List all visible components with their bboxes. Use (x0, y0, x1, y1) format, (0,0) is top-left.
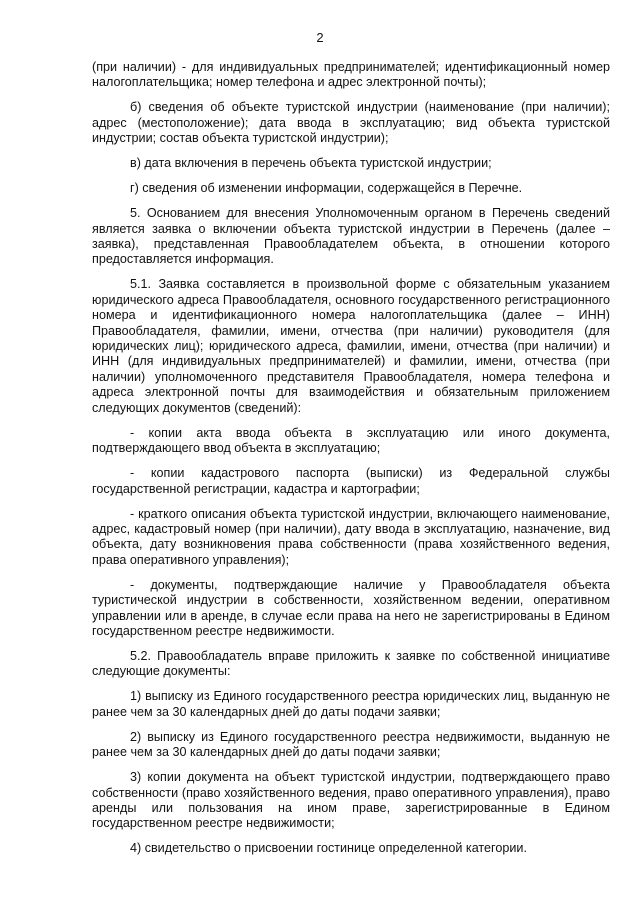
list-item-4: 4) свидетельство о присвоении гостинице определенной категории. (130, 841, 527, 856)
list-item-2: 2) выписку из Единого государственного реестра недвижимости, выданную не ранее чем за 30 календарных дней до даты подачи заявки; (92, 729, 610, 760)
paragraph-5: 5. Основанием для внесения Уполномоченным органом в Перечень сведений является заявка о включении объекта туристской индустрии в Перечень (далее – заявка), представленная Правообладателем объекта, в отношении которого предоставляется информация. (92, 206, 610, 267)
list-item-description: - краткого описания объекта туристской индустрии, включающего наименование, адрес, кадастровый номер (при наличии), дату ввода в эксплуатацию, назначение, вид объекта, дату возникновения права собственности (права хозяйственного ведения, права оперативного управления); (92, 506, 610, 567)
list-item-ownership: - документы, подтверждающие наличие у Правообладателя объекта туристической индустрии в собственности, хозяйственном ведении, оперативном управлении или в аренде, в случае если права на него не зарегистрированы в Едином государственном реестре недвижимости. (92, 577, 610, 638)
paragraph-5-2: 5.2. Правообладатель вправе приложить к заявке по собственной инициативе следующие документы: (92, 648, 610, 679)
list-item-1: 1) выписку из Единого государственного реестра юридических лиц, выданную не ранее чем за 30 календарных дней до даты подачи заявки; (92, 689, 610, 719)
paragraph-continuation: (при наличии) - для индивидуальных предпринимателей; идентификационный номер налогоплательщика; номер телефона и адрес электронной почты); (92, 60, 610, 90)
document-body (92, 60, 610, 866)
list-item-cadastral: - копии кадастрового паспорта (выписки) из Федеральной службы государственной регистрации, кадастра и картографии; (92, 466, 610, 496)
list-item-3: 3) копии документа на объект туристской индустрии, подтверждающего право собственности (право хозяйственного ведения, право оперативного управления), право аренды или пользования на ином праве, зарегистрированные в Едином государственном реестре недвижимости; (92, 770, 610, 831)
list-item-act: - копии акта ввода объекта в эксплуатацию или иного документа, подтверждающего ввод объекта в эксплуатацию; (92, 425, 610, 456)
paragraph-v: в) дата включения в перечень объекта туристской индустрии; (130, 156, 492, 171)
paragraph-g: г) сведения об изменении информации, содержащейся в Перечне. (130, 181, 523, 196)
paragraph-5-1: 5.1. Заявка составляется в произвольной форме с обязательным указанием юридического адреса Правообладателя, основного государственного регистрационного номера и идентификационного номера налогоплательщика (далее – ИНН) Правообладателя, фамилии, имени, отчества (при наличии) руководителя (для юридических лиц); юридического адреса, фамилии, имени, отчества (при наличии) и ИНН (для индивидуальных предпринимателей) и фамилии, имени, отчества (при наличии) уполномоченного представителя Правообладателя, номера телефона и адреса электронной почты для взаимодействия и обязательным приложением следующих документов (сведений): (92, 277, 610, 415)
paragraph-b: б) сведения об объекте туристской индустрии (наименование (при наличии); адрес (местоположение); дата ввода в эксплуатацию; вид объекта туристской индустрии; состав объекта туристской индустрии); (92, 100, 610, 146)
page-number: 2 (316, 30, 324, 45)
